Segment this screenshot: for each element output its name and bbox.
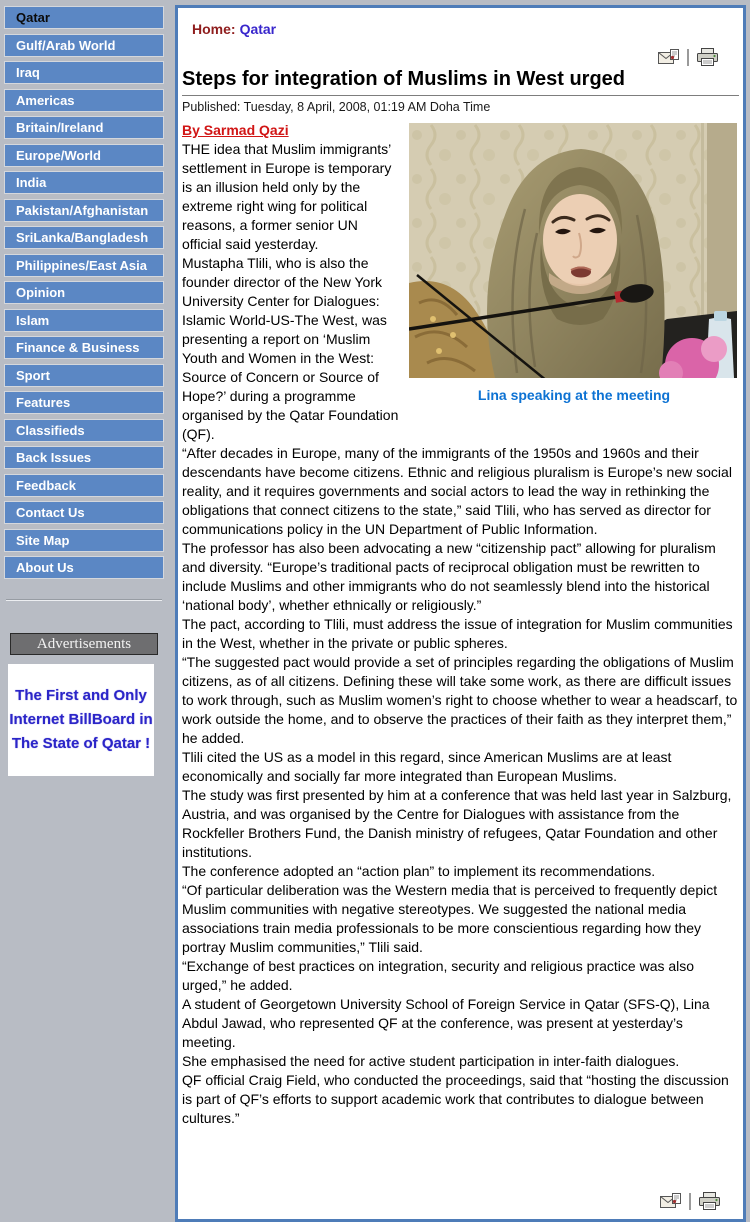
print-article-icon[interactable] (698, 1192, 721, 1211)
sidebar-item-finance-business[interactable]: Finance & Business (4, 336, 164, 359)
article-paragraph: A student of Georgetown University School of Foreign Service in Qatar (SFS-Q), Lina Abdul Jawad, who represented QF at the conference, was present at yesterday’s meeting. (182, 996, 710, 1050)
sidebar-nav (4, 6, 164, 579)
sidebar-item-europe-world[interactable]: Europe/World (4, 144, 164, 167)
sidebar-item-classifieds[interactable]: Classifieds (4, 419, 164, 442)
article-paragraph: “After decades in Europe, many of the immigrants of the 1950s and 1960s and their descendants have become citizens. Ethnic and religious pluralism is Europe’s new social reality, and it requires governments and social actors to lead the way in rethinking the obligations that connect citizens to the state,” said Tlili, who has served as director for communications policy in the UN Department of Public Information. (182, 445, 732, 537)
article-paragraph: The conference adopted an “action plan” to implement its recommendations. (182, 863, 656, 879)
sidebar-item-srilanka-bangladesh[interactable]: SriLanka/Bangladesh (4, 226, 164, 249)
sidebar-item-india[interactable]: India (4, 171, 164, 194)
published-line: Published: Tuesday, 8 April, 2008, 01:19 AM Doha Time (182, 100, 491, 114)
article-paragraph: THE idea that Muslim immigrants’ settlement in Europe is temporary is an illusion held only by the extreme right wing for political reasons, a former senior UN official said yesterday. (182, 141, 392, 252)
article-paragraph: Tlili cited the US as a model in this regard, since American Muslims are at least economically and socially far more integrated than European Muslims. (182, 749, 672, 784)
sidebar-item-feedback[interactable]: Feedback (4, 474, 164, 497)
ad-banner[interactable] (8, 664, 154, 776)
sidebar-item-back-issues[interactable]: Back Issues (4, 446, 164, 469)
ad-line: Internet BillBoard in (9, 711, 153, 728)
article-paragraph: The pact, according to Tlili, must address the issue of integration for Muslim communities in the West, whether in the private or public spheres. (182, 616, 733, 651)
sidebar-item-pakistan-afghanistan[interactable]: Pakistan/Afghanistan (4, 199, 164, 222)
article-paragraph: She emphasised the need for active student participation in inter-faith dialogues. (182, 1053, 680, 1069)
icon-separator (689, 1193, 691, 1210)
article-paragraph: “Of particular deliberation was the Western media that is perceived to frequently depict Muslim communities with negative stereotypes. We suggested the national media associations train media professionals to be more conscientious regarding how they portray Muslim communities,” Tlili said. (182, 882, 718, 955)
breadcrumb (192, 21, 739, 37)
sidebar-divider (6, 599, 162, 601)
sidebar-item-site-map[interactable]: Site Map (4, 529, 164, 552)
sidebar-item-features[interactable]: Features (4, 391, 164, 414)
sidebar-item-about-us[interactable]: About Us (4, 556, 164, 579)
article-paragraph: Mustapha Tlili, who is also the founder director of the New York University Center for Dialogues: Islamic World-US-The West, was presenting a report on ‘Muslim Youth and Women in the West: Source of Concern or Source of Hope?’ during a programme organised by the Qatar Foundation (QF). (182, 255, 399, 442)
article-title: Steps for integration of Muslims in West urged (182, 68, 739, 96)
article-actions-top (182, 47, 719, 67)
article-paragraph: The professor has also been advocating a new “citizenship pact” allowing for pluralism and diversity. “Europe’s traditional pacts of reciprocal obligation must be rewritten to include Muslims and other immigrants who do not seamlessly blend into the historical ‘national body’, whether ethnically or religiously.” (182, 540, 716, 613)
icon-separator (687, 49, 689, 66)
sidebar-item-americas[interactable]: Americas (4, 89, 164, 112)
sidebar-item-opinion[interactable]: Opinion (4, 281, 164, 304)
print-article-icon[interactable] (696, 48, 719, 67)
advertisements-header: Advertisements (10, 633, 158, 655)
photo-caption: Lina speaking at the meeting (477, 387, 671, 403)
sidebar-item-contact-us[interactable]: Contact Us (4, 501, 164, 524)
article-paragraph: QF official Craig Field, who conducted the proceedings, said that “hosting the discussion is part of QF’s efforts to support academic work that contributes to dialogue between cultures.” (182, 1072, 729, 1126)
article-panel (175, 5, 746, 1222)
sidebar-item-britain-ireland[interactable]: Britain/Ireland (4, 116, 164, 139)
ad-line: The First and Only (15, 687, 147, 704)
sidebar-item-islam[interactable]: Islam (4, 309, 164, 332)
sidebar (4, 6, 164, 776)
sidebar-item-gulf-arab-world[interactable]: Gulf/Arab World (4, 34, 164, 57)
email-article-icon[interactable] (660, 1192, 682, 1210)
article-body (182, 121, 739, 1128)
article-paragraph: “Exchange of best practices on integration, security and religious practice was also urged,” he added. (182, 958, 695, 993)
email-article-icon[interactable] (658, 48, 680, 66)
article-photo (409, 123, 737, 378)
article-paragraph: The study was first presented by him at a conference that was held last year in Salzburg, Austria, and was organised by the Centre for Dialogues with assistance from the Rockfeller Brothers Fund, the Danish ministry of refugees, Qatar Foundation and other institutions. (182, 787, 732, 860)
byline-link[interactable]: By Sarmad Qazi (182, 122, 289, 138)
sidebar-item-qatar[interactable]: Qatar (4, 6, 164, 29)
sidebar-item-philippines-east-asia[interactable]: Philippines/East Asia (4, 254, 164, 277)
ad-line: The State of Qatar ! (11, 735, 151, 752)
sidebar-item-sport[interactable]: Sport (4, 364, 164, 387)
article-actions-bottom (660, 1191, 721, 1211)
article-paragraph: “The suggested pact would provide a set of principles regarding the obligations of Muslim citizens, as of all citizens. Defining these will take some work, as there are difficult issues to work through, such as Muslim women’s right to choose whether to wear a headscarf, to work outside the home, and to observe the practices of their faith as they interpret them,” he added. (182, 654, 738, 746)
breadcrumb-section-link[interactable]: Qatar (239, 21, 277, 37)
sidebar-item-iraq[interactable]: Iraq (4, 61, 164, 84)
article-photo-figure (409, 123, 739, 405)
breadcrumb-home-link[interactable]: Home: (192, 21, 236, 37)
